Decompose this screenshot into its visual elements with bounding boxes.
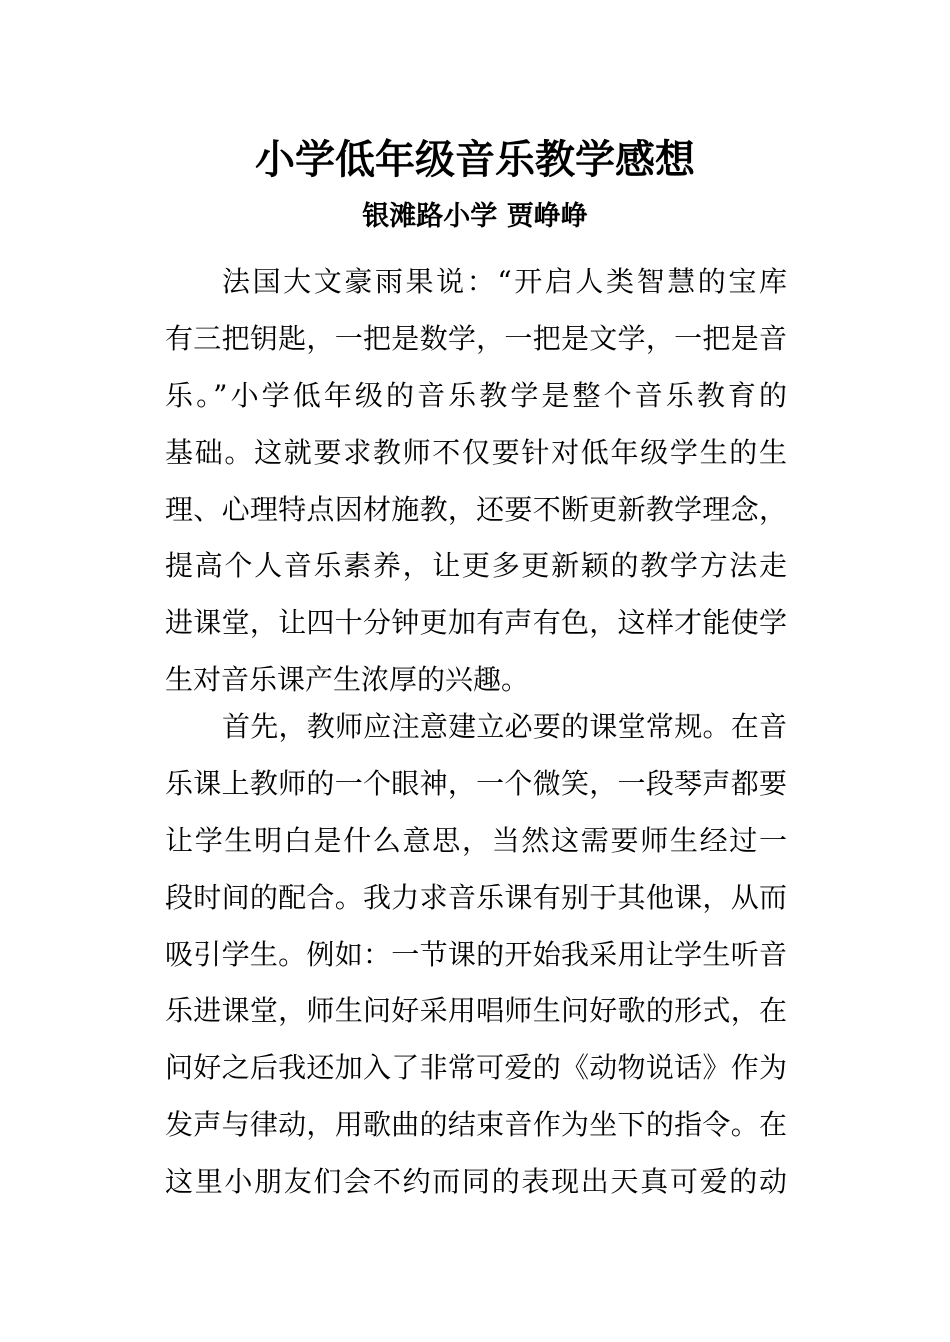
paragraph-line: 提高个人音乐素养，让更多更新颖的教学方法走 — [165, 549, 787, 583]
paragraph-line: 进课堂，让四十分钟更加有声有色，这样才能使学 — [165, 606, 787, 640]
paragraph-line: 乐。”小学低年级的音乐教学是整个音乐教育的 — [165, 378, 787, 412]
paragraph-line: 首先，教师应注意建立必要的课堂常规。在音 — [222, 710, 787, 743]
paragraph-line: 有三把钥匙，一把是数学，一把是文学，一把是音 — [165, 321, 787, 355]
paragraph-line: 法国大文豪雨果说：“开启人类智慧的宝库 — [222, 265, 787, 298]
paragraph-line: 让学生明白是什么意思，当然这需要师生经过一 — [165, 823, 787, 857]
author-line: 银滩路小学 贾峥峥 — [362, 201, 588, 232]
paragraph-line: 基础。这就要求教师不仅要针对低年级学生的生 — [165, 435, 787, 469]
paragraph-line: 段时间的配合。我力求音乐课有别于其他课，从而 — [165, 880, 787, 914]
paragraph-line: 生对音乐课产生浓厚的兴趣。 — [165, 663, 530, 697]
paragraph-line: 乐进课堂，师生问好采用唱师生问好歌的形式，在 — [165, 994, 787, 1028]
paragraph-1 — [165, 254, 787, 709]
document-title: 小学低年级音乐教学感想 — [255, 136, 695, 183]
paragraph-line: 问好之后我还加入了非常可爱的《动物说话》作为 — [165, 1051, 787, 1085]
paragraph-line: 理、心理特点因材施教，还要不断更新教学理念， — [165, 492, 787, 526]
paragraph-2 — [165, 699, 787, 1211]
paragraph-line: 吸引学生。例如：一节课的开始我采用让学生听音 — [165, 937, 787, 971]
paragraph-line: 乐课上教师的一个眼神，一个微笑，一段琴声都要 — [165, 766, 787, 800]
paragraph-line: 发声与律动，用歌曲的结束音作为坐下的指令。在 — [165, 1108, 787, 1142]
paragraph-line: 这里小朋友们会不约而同的表现出天真可爱的动 — [165, 1165, 787, 1199]
